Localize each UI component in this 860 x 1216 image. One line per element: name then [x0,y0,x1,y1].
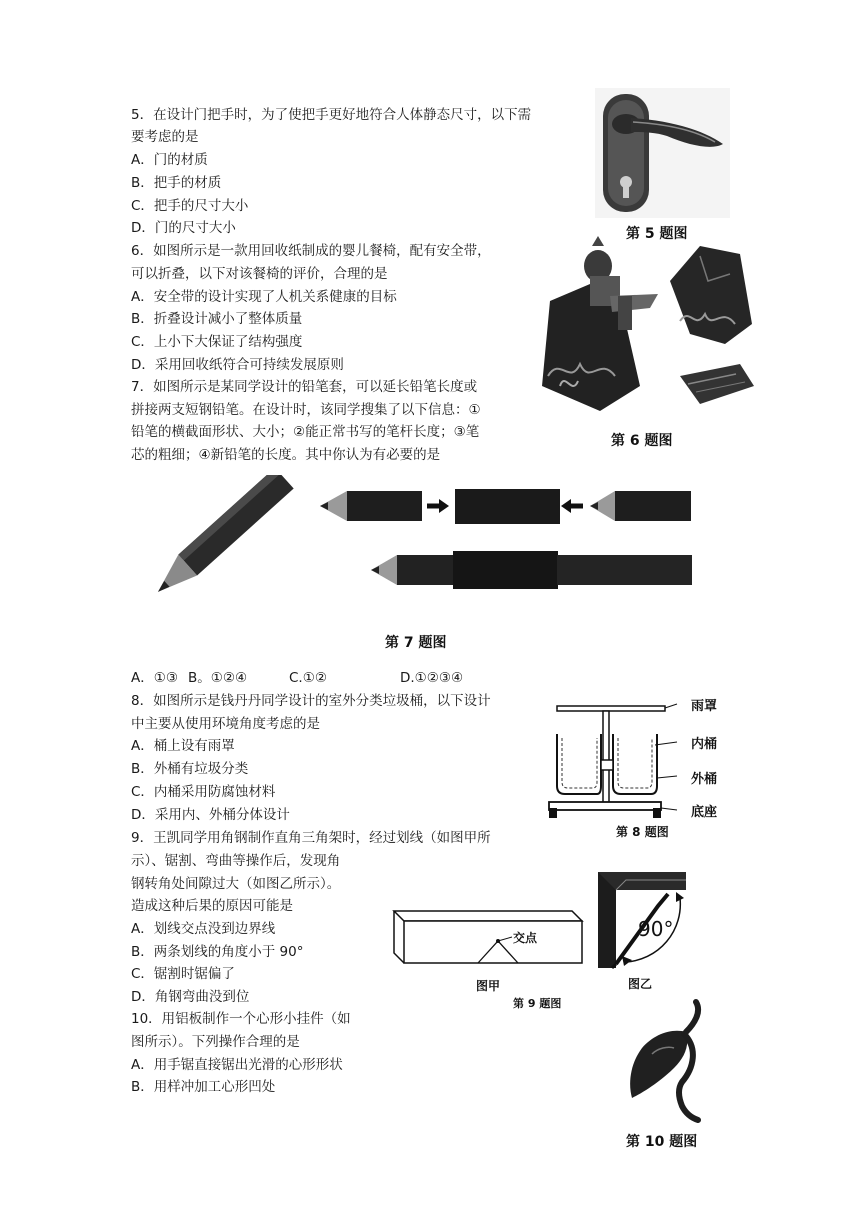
heart-pendant-figure [612,998,727,1123]
q9-label-fig-a: 图甲 [476,979,501,993]
q8-option-b: B．外桶有垃圾分类 [131,761,249,777]
q9-stem-line3: 钢转角处间隙过大（如图乙所示）。 [131,876,341,892]
q8-option-d: D．采用内、外桶分体设计 [131,807,290,823]
q9-option-d: D．角钢弯曲没到位 [131,989,250,1005]
q9-label-angle: 90° [638,917,674,941]
trash-bin-figure [545,690,685,825]
q7-figure-caption: 第 7 题图 [385,635,447,651]
q10-option-b: B．用样冲加工心形凹处 [131,1079,276,1095]
q9-label-intersection: 交点 [513,931,538,945]
q5-option-b: B．把手的材质 [131,175,222,191]
q9-label-fig-b: 图乙 [628,977,653,991]
q7-stem-line3: 铅笔的横截面形状、大小；②能正常书写的笔杆长度；③笔 [131,424,480,440]
q9-stem-line4: 造成这种后果的原因可能是 [131,898,293,914]
q9-stem-line1: 9．王凯同学用角钢制作直角三角架时，经过划线（如图甲所 [131,830,491,846]
q5-option-a: A．门的材质 [131,152,208,168]
q5-figure-caption: 第 5 题图 [626,226,688,242]
q7-stem-line1: 7．如图所示是某同学设计的铅笔套，可以延长铅笔长度或 [131,379,478,395]
q5-stem-line2: 要考虑的是 [131,129,199,145]
pencil-holder-figure [135,475,735,615]
q6-option-d: D．采用回收纸符合可持续发展原则 [131,357,344,373]
q9-option-a: A．划线交点没到边界线 [131,921,276,937]
q10-stem-line2: 图所示）。下列操作合理的是 [131,1034,300,1050]
q10-figure-caption: 第 10 题图 [626,1134,698,1150]
q8-stem-line1: 8．如图所示是钱丹丹同学设计的室外分类垃圾桶，以下设计 [131,693,491,709]
q7-option-d: D.①②③④ [400,670,464,686]
q7-option-c: C.①② [289,670,327,686]
q6-option-c: C．上小下大保证了结构强度 [131,334,303,350]
q10-option-a: A．用手锯直接锯出光滑的心形形状 [131,1057,343,1073]
q8-figure-caption: 第 8 题图 [616,825,669,839]
q5-option-d: D．门的尺寸大小 [131,220,236,236]
q9-option-b: B．两条划线的角度小于 90° [131,944,304,960]
q6-figure-caption: 第 6 题图 [611,433,673,449]
q7-option-b: B。①②④ [188,670,248,686]
q8-stem-line2: 中主要从使用环境角度考虑的是 [131,716,320,732]
q10-stem-line1: 10．用铝板制作一个心形小挂件（如 [131,1011,351,1027]
q9-option-c: C．锯割时锯偏了 [131,966,235,982]
q6-stem-line2: 可以折叠，以下对该餐椅的评价，合理的是 [131,266,388,282]
q6-option-a: A．安全带的设计实现了人机关系健康的目标 [131,289,397,305]
q5-stem-line1: 5．在设计门把手时，为了使把手更好地符合人体静态尺寸，以下需 [131,107,532,123]
door-handle-figure [595,88,730,218]
angle-steel-marking-figure [388,905,588,975]
q9-stem-line2: 示）、锯割、弯曲等操作后，发现角 [131,853,341,869]
q9-figure-caption: 第 9 题图 [513,997,562,1010]
q8-label-rain-cover: 雨罩 [691,699,718,714]
q7-option-a: A．①③ [131,670,178,686]
q7-stem-line2: 拼接两支短钢铅笔。在设计时，该同学搜集了以下信息：① [131,402,481,418]
q8-label-inner-bin: 内桶 [691,737,718,752]
q8-label-outer-bin: 外桶 [691,772,718,787]
q8-option-c: C．内桶采用防腐蚀材料 [131,784,276,800]
baby-chair-figure [540,236,755,416]
q7-stem-line4: 芯的粗细；④新铅笔的长度。其中你认为有必要的是 [131,447,441,463]
q7-options-row [131,667,463,689]
q6-option-b: B．折叠设计减小了整体质量 [131,311,303,327]
q8-label-base: 底座 [691,805,718,820]
q6-stem-line1: 6．如图所示是一款用回收纸制成的婴儿餐椅，配有安全带， [131,243,491,259]
q8-option-a: A．桶上设有雨罩 [131,738,235,754]
q5-option-c: C．把手的尺寸大小 [131,198,249,214]
